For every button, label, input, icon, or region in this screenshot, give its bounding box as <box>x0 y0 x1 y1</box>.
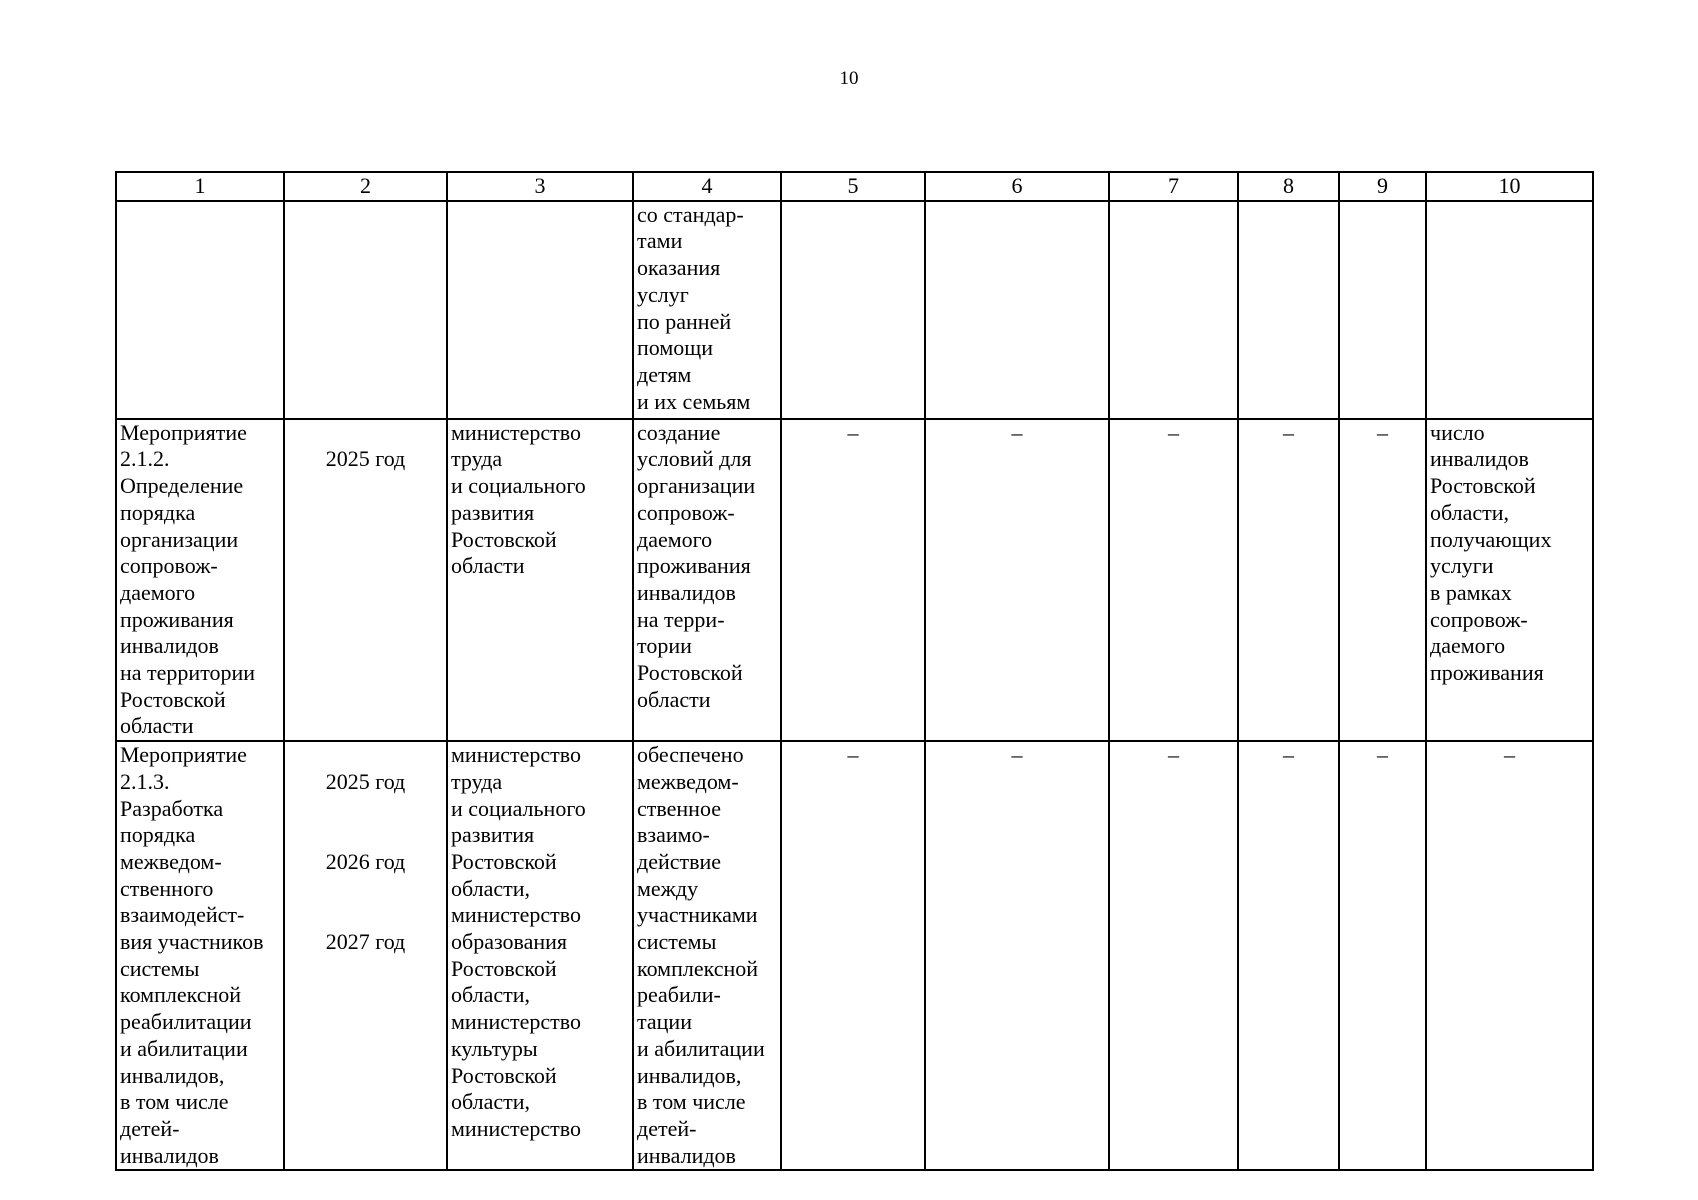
responsible-cell <box>447 201 633 419</box>
period-cell <box>284 419 447 741</box>
year-label: 2027 год <box>325 929 406 955</box>
column-number-5: 5 <box>781 172 925 201</box>
column-8-cell: – <box>1238 741 1339 1170</box>
indicator-cell: – <box>1426 741 1593 1170</box>
expected-result-cell: создание условий для организации сопровож- даемого проживания инвалидов на терри- тории Ростовской области <box>633 419 781 741</box>
table-row <box>116 201 1593 419</box>
column-number-row <box>116 172 1593 201</box>
column-6-cell: – <box>925 741 1109 1170</box>
measures-table <box>115 171 1594 1171</box>
column-5-cell: – <box>781 741 925 1170</box>
column-9-cell: – <box>1339 419 1426 741</box>
year-label: 2025 год <box>325 768 406 794</box>
page-number: 10 <box>839 68 859 89</box>
column-7-cell <box>1109 201 1238 419</box>
column-number-7: 7 <box>1109 172 1238 201</box>
column-5-cell <box>781 201 925 419</box>
expected-result-cell: обеспечено межведом- ственное взаимо- действие между участниками системы комплексной реабили- тации и абилитации инвалидов, в том числе детей- инвалидов <box>633 741 781 1170</box>
responsible-cell: министерство труда и социального развития Ростовской области <box>447 419 633 741</box>
period-cell <box>284 741 447 1170</box>
column-number-4: 4 <box>633 172 781 201</box>
measure-name-cell <box>116 201 284 419</box>
column-9-cell <box>1339 201 1426 419</box>
column-8-cell: – <box>1238 419 1339 741</box>
measure-name-cell: Мероприятие 2.1.2. Определение порядка организации сопровож- даемого проживания инвалидов на территории Ростовской области <box>116 419 284 741</box>
column-6-cell: – <box>925 419 1109 741</box>
column-number-8: 8 <box>1238 172 1339 201</box>
period-cell <box>284 201 447 419</box>
indicator-cell: число инвалидов Ростовской области, получающих услуги в рамках сопровож- даемого проживания <box>1426 419 1593 741</box>
column-7-cell: – <box>1109 419 1238 741</box>
column-8-cell <box>1238 201 1339 419</box>
column-number-9: 9 <box>1339 172 1426 201</box>
year-label: 2025 год <box>325 446 406 472</box>
column-number-1: 1 <box>116 172 284 201</box>
column-number-6: 6 <box>925 172 1109 201</box>
column-9-cell: – <box>1339 741 1426 1170</box>
column-5-cell: – <box>781 419 925 741</box>
column-7-cell: – <box>1109 741 1238 1170</box>
responsible-cell: министерство труда и социального развития Ростовской области, министерство образования Ростовской области, министерство культуры Ростовской области, министерство <box>447 741 633 1170</box>
column-number-10: 10 <box>1426 172 1593 201</box>
column-number-3: 3 <box>447 172 633 201</box>
expected-result-cell: со стандар- тами оказания услуг по ранней помощи детям и их семьям <box>633 201 781 419</box>
year-label: 2026 год <box>325 848 406 874</box>
table-row <box>116 419 1593 741</box>
column-number-2: 2 <box>284 172 447 201</box>
table-row <box>116 741 1593 1170</box>
column-6-cell <box>925 201 1109 419</box>
measure-name-cell: Мероприятие 2.1.3. Разработка порядка межведом- ственного взаимодейст- вия участников системы комплексной реабилитации и абилитации инвалидов, в том числе детей- инвалидов <box>116 741 284 1170</box>
indicator-cell <box>1426 201 1593 419</box>
